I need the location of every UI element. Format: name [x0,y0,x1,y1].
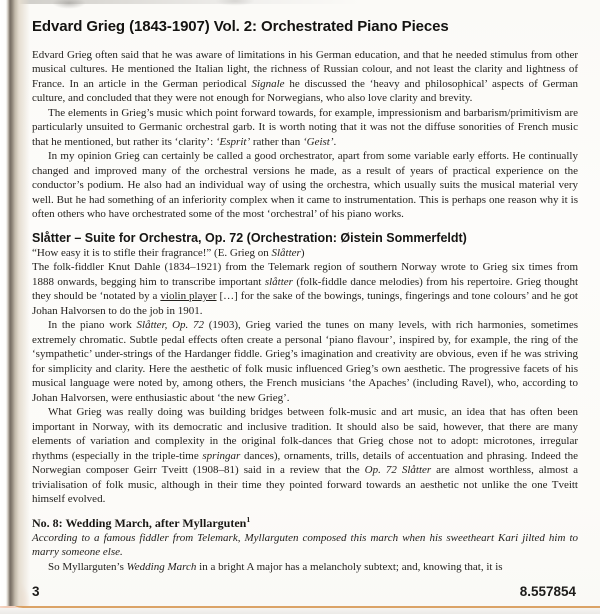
page-title: Edvard Grieg (1843-1907) Vol. 2: Orchestrated Piano Pieces [32,18,449,35]
slatter-paragraph-3: What Grieg was really doing was building bridges between folk-music and art music, an idea that has often been important in Norway, with its democratic and inclusive tradition. It should also be said, however, that there are many elements of variation and complexity in the original folk-dances that Grieg chose not to adopt: microtones, irregular rhythms (especially in the triple-time springar dances), ornaments, trills, details of accentuation and phrasing. Indeed the Norwegian composer Geirr Tveitt (1908–81) said in a review that the Op. 72 Slåtter are almost worthless, almost a trivialisation of folk music, although in their time they pointed forward towards an aesthetic not unlike the one Tveitt himself evolved. [32,406,579,505]
page-bottom-edge [5,590,600,608]
slatter-section-heading: Slåtter – Suite for Orchestra, Op. 72 (Orchestration: Øistein Sommerfeldt) [32,230,467,245]
no8-section-heading: No. 8: Wedding March, after Myllarguten$^1$ [32,514,251,530]
slatter-paragraph-1: The folk-fiddler Knut Dahle (1834–1921) from the Telemark region of southern Norway wrote to Grieg six times from 1888 onwards, begging him to transcribe important slåtter (folk-fiddle dance melodies) from his repertoire. Grieg thought they should be ‘notated by a violin player […] for the sake of the bowings, tunings, fingerings and tone colours’ and he got Johan Halvorsen to do the job in 1901. [32,261,579,317]
scan-bottom-edge [0,608,600,614]
spine-shadow [0,0,32,606]
page-content [32,20,578,574]
slatter-paragraph-2: In the piano work Slåtter, Op. 72 (1903), Grieg varied the tunes on many levels, with rich harmonies, sometimes extremely chromatic. Subtle pedal effects often create a personal ‘piano flavour’, inspired by, for example, the ring of the ‘sympathetic’ under-strings of the Hardanger fiddle. Grieg’s imagination and creativity are obvious, even if he was striving for simplicity and clarity. Here the aesthetic of folk music influenced Grieg’s own aesthetic. The progressive facets of his musical language were noted by, among others, the French musicians ‘the Apaches’ (including Ravel), who, according to Johan Halvorsen, were enthusiastic about ‘the new Grieg’. [32,319,578,404]
intro-paragraph-2: The elements in Grieg’s music which point forward towards, for example, impressionism and barbarism/primitivism are particularly unsuited to Germanic orchestral garb. It is worth noting that it was not the diffuse sonorities of French music that he mentioned, but rather its ‘clarity’: ‘Esprit’ rather than ‘Geist’. [32,106,578,148]
intro-paragraph-3: In my opinion Grieg can certainly be called a good orchestrator, apart from some variable early efforts. He continually changed and improved many of the orchestral versions he made, as a result of years of practical experience on the conductor’s podium. He also had an individual way of using the orchestra, which usually suits the musical material very well. But he had something of an inferiority complex when it came to instrumentation. This is perhaps one reason why it is often others who have orchestrated some of the most ‘orchestral’ of his piano works. [32,150,578,220]
page-number: 3 [32,584,40,599]
scan-top-edge [0,0,360,4]
no8-paragraph: So Myllarguten’s Wedding March in a bright A major has a melancholy subtext; and, knowing that, it is [48,560,503,573]
no8-epigraph: According to a famous fiddler from Telemark, Myllarguten composed this march when his sweetheart Kari jilted him to marry someone else. [32,531,578,558]
intro-paragraph-1: Edvard Grieg often said that he was aware of limitations in his German education, and that he needed stimulus from other musical cultures. He mentioned the Italian light, the richness of Russian colour, and not least the clarity and lightness of France. In an article in the German periodical Signale he discussed the ‘heavy and philosophical’ aspects of German culture, and concluded that they were not enough for Norwegians, who also love clarity and brevity. [32,48,578,104]
slatter-epigraph: “How easy it is to stifle their fragrance!” (E. Grieg on Slåtter) [32,246,305,259]
catalog-number: 8.557854 [519,584,576,599]
